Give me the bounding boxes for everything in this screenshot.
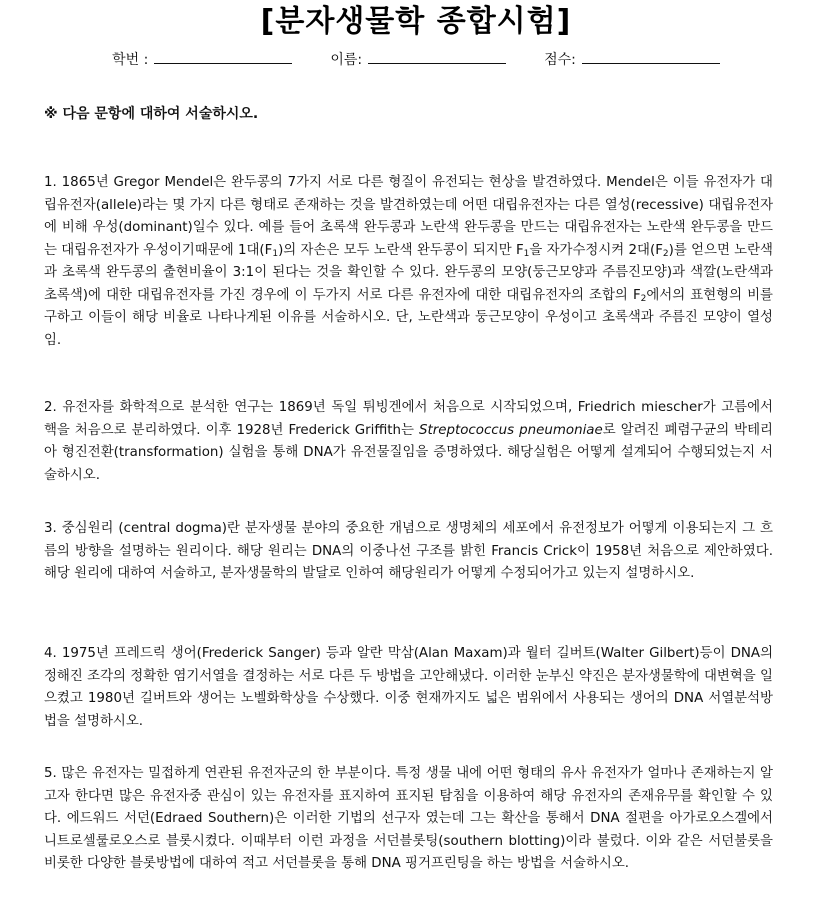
- name-blank[interactable]: [368, 49, 506, 64]
- student-id-field: [112, 49, 292, 70]
- q1-text-3: 을 자가수정시켜 2대(F: [529, 242, 663, 258]
- q1-text-4: )를 얻으면 노란색과 초록색 완두콩의 출현비율이 3:1이 된다는 것을 확인할 수 있다. 완두콩의 모양(둥근모양과 주름진모양)과 색깔(노란색과 초록색)에 대한 대립유전자를 가진 경우에 이 두가지 서로 다른 유전자에 대한 대립유전자의 조합의 F: [44, 242, 773, 303]
- score-blank[interactable]: [582, 49, 720, 64]
- name-label: 이름:: [330, 52, 363, 68]
- q1-subscript: 1: [523, 248, 530, 259]
- question-3: 3. 중심원리 (central dogma)란 분자생물 분야의 중요한 개념으로 생명체의 세포에서 유전정보가 어떻게 이용되는지 그 흐름의 방향을 설명하는 원리이다. 해당 원리는 DNA의 이중나선 구조를 밝힌 Francis Crick이 1958년 처음으로 제안하였다. 해당 원리에 대하여 서술하고, 분자생물학의 발달로 인하여 해당원리가 어떻게 수정되어가고 있는지 설명하시오.: [44, 521, 773, 581]
- student-id-blank[interactable]: [154, 49, 292, 64]
- q1-subscript: 2: [662, 248, 669, 259]
- question-1: [44, 172, 773, 352]
- instruction-text: ※ 다음 문항에 대하여 서술하시오.: [44, 106, 259, 122]
- q1-text-2: )의 자손은 모두 노란색 완두콩이 되지만 F: [278, 242, 524, 258]
- score-label: 점수:: [544, 52, 576, 68]
- question-4: 4. 1975년 프레드릭 생어(Frederick Sanger) 등과 알란 막삼(Alan Maxam)과 월터 길버트(Walter Gilbert)등이 DNA의 정해진 조각의 정확한 염기서열을 결정하는 서로 다른 두 방법을 고안해냈다. 이러한 눈부신 약진은 분자생물학에 대변혁을 일으켰고 1980년 길버트와 생어는 노벨화학상을 수상했다. 이중 현재까지도 넓은 범위에서 사용되는 생어의 DNA 서열분석방법을 설명하시오.: [44, 646, 773, 729]
- score-field: [544, 49, 720, 70]
- exam-title: [분자생물학 종합시험]: [260, 4, 572, 39]
- q1-text-1: 1. 1865년 Gregor Mendel은 완두콩의 7가지 서로 다른 형질이 유전되는 현상을 발견하였다. Mendel은 이들 유전자가 대립유전자(allele)라는 몇 가지 다른 형태로 존재하는 것을 발견하였는데 어떤 대립유전자는 다른 열성(recessive) 대립유전자에 비해 우성(dominant)일수 있다. 예를 들어 초록색 완두콩과 노란색 완두콩을 만드는 대립유전자는 노란색 완두콩을 만드는 대립유전자가 우성이기때문에 1대(F: [44, 175, 773, 258]
- name-field: [330, 49, 506, 70]
- q1-subscript: 1: [272, 248, 279, 259]
- q2-species-name: Streptococcus pneumoniae: [418, 422, 603, 438]
- q1-text-5: 에서의 표현형의 비를 구하고 이들이 해당 비율로 나타나게된 이유를 서술하시오. 단, 노란색과 둥근모양이 우성이고 초록색과 주름진 모양이 열성임.: [44, 287, 773, 348]
- q2-text-2: 로 알려진 폐렴구균의 박테리아 형진전환(transformation) 실험을 통해 DNA가 유전물질임을 증명하였다. 해당실험은 어떻게 설계되어 수행되었는지 서술하시오.: [44, 422, 773, 483]
- question-5: 5. 많은 유전자는 밀접하게 연관된 유전자군의 한 부분이다. 특정 생물 내에 어떤 형태의 유사 유전자가 얼마나 존재하는지 알고자 한다면 많은 유전자중 관심이 있는 유전자를 표지하여 표지된 탐침을 이용하여 해당 유전자의 존재유무를 확인할 수 있다. 에드워드 서던(Edraed Southern)은 이러한 기법의 선구자 였는데 그는 확산을 통해서 DNA 절편을 아가로오스겔에서 니트로셀룰로오스로 블롯시켰다. 이때부터 이런 과정을 서던블롯팅(southern blotting)이라 불렀다. 이와 같은 서던불롯을 비롯한 다양한 블롯방법에 대하여 적고 서던블롯을 통해 DNA 핑거프린팅을 하는 방법을 서술하시오.: [44, 766, 773, 871]
- student-info-fields: [0, 49, 832, 70]
- q1-subscript: 2: [640, 293, 647, 304]
- student-id-label: 학번 :: [112, 52, 149, 68]
- q2-text-1: 2. 유전자를 화학적으로 분석한 연구는 1869년 독일 튀빙겐에서 처음으로 시작되었으며, Friedrich miescher가 고름에서 핵을 처음으로 분리하였다. 이후 1928년 Frederick Griffith는: [44, 400, 773, 438]
- question-2: [44, 397, 773, 487]
